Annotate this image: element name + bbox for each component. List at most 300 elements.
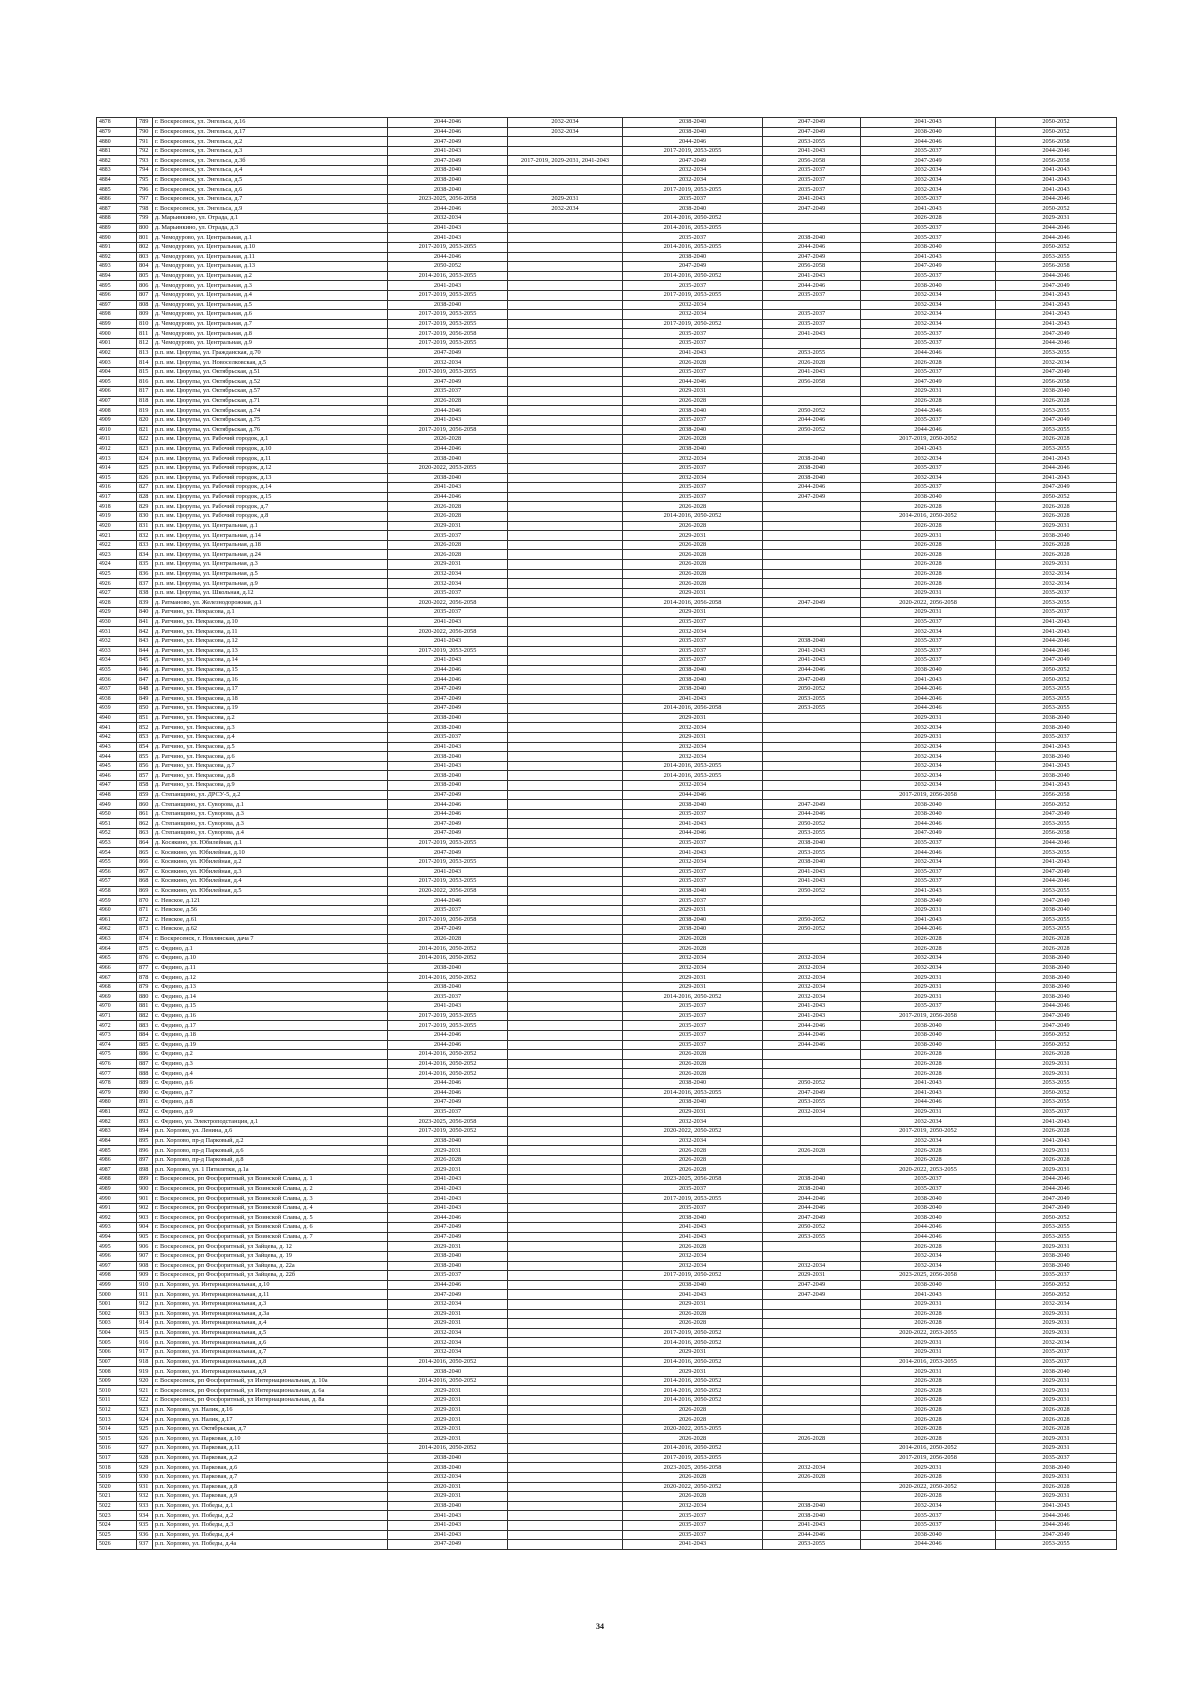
cell-col-2: 2032-2034 — [508, 204, 623, 214]
cell-col-4: 2041-2043 — [763, 656, 861, 666]
cell-col-3: 2044-2046 — [623, 829, 763, 839]
cell-col-2 — [508, 1030, 623, 1040]
row-index: 4994 — [97, 1232, 137, 1242]
cell-col-5: 2032-2034 — [861, 310, 996, 320]
cell-col-1: 2041-2043 — [388, 281, 508, 291]
item-number: 841 — [137, 617, 153, 627]
cell-col-4 — [763, 944, 861, 954]
cell-col-5: 2035-2037 — [861, 194, 996, 204]
cell-col-5: 2044-2046 — [861, 348, 996, 358]
cell-col-6: 2029-2031 — [996, 1309, 1117, 1319]
cell-col-2 — [508, 1059, 623, 1069]
row-index: 5014 — [97, 1424, 137, 1434]
cell-col-5: 2017-2019, 2050-2052 — [861, 1126, 996, 1136]
cell-col-5: 2026-2028 — [861, 1155, 996, 1165]
cell-col-5: 2026-2028 — [861, 550, 996, 560]
cell-col-6: 2029-2031 — [996, 1386, 1117, 1396]
cell-col-2 — [508, 502, 623, 512]
cell-col-2 — [508, 1520, 623, 1530]
table-row — [97, 1367, 1117, 1377]
item-number: 849 — [137, 694, 153, 704]
cell-col-2 — [508, 1367, 623, 1377]
cell-col-3: 2014-2016, 2053-2055 — [623, 242, 763, 252]
cell-col-6: 2050-2052 — [996, 118, 1117, 128]
cell-col-4: 2041-2043 — [763, 1011, 861, 1021]
cell-col-4: 2038-2040 — [763, 1511, 861, 1521]
cell-col-6: 2026-2028 — [996, 1405, 1117, 1415]
cell-col-3: 2014-2016, 2050-2052 — [623, 1338, 763, 1348]
table-row — [97, 829, 1117, 839]
cell-col-6: 2050-2052 — [996, 1030, 1117, 1040]
address: р.п. им. Цюрупы, ул. Центральная, д.3 — [153, 560, 388, 570]
item-number: 833 — [137, 540, 153, 550]
cell-col-4: 2029-2031 — [763, 1271, 861, 1281]
row-index: 5025 — [97, 1530, 137, 1540]
cell-col-5: 2035-2037 — [861, 1175, 996, 1185]
cell-col-4: 2050-2052 — [763, 425, 861, 435]
address: д. Степанщино, ул. Суворова, д.4 — [153, 829, 388, 839]
cell-col-5: 2035-2037 — [861, 1184, 996, 1194]
cell-col-5: 2026-2028 — [861, 1069, 996, 1079]
item-number: 789 — [137, 118, 153, 128]
row-index: 4963 — [97, 934, 137, 944]
cell-col-5: 2041-2043 — [861, 1088, 996, 1098]
row-index: 4928 — [97, 598, 137, 608]
table-row — [97, 319, 1117, 329]
cell-col-6: 2044-2046 — [996, 194, 1117, 204]
item-number: 854 — [137, 742, 153, 752]
item-number: 868 — [137, 877, 153, 887]
cell-col-1: 2047-2049 — [388, 684, 508, 694]
cell-col-4: 2050-2052 — [763, 925, 861, 935]
cell-col-5: 2035-2037 — [861, 367, 996, 377]
table-row — [97, 473, 1117, 483]
address: р.п. Хорлово, ул. Интернациональная, д.11 — [153, 1290, 388, 1300]
cell-col-4: 2053-2055 — [763, 1232, 861, 1242]
cell-col-6: 2044-2046 — [996, 1184, 1117, 1194]
page-number: 34 — [596, 1622, 604, 1631]
item-number: 826 — [137, 473, 153, 483]
row-index: 4999 — [97, 1280, 137, 1290]
row-index: 4937 — [97, 684, 137, 694]
item-number: 933 — [137, 1501, 153, 1511]
row-index: 4882 — [97, 156, 137, 166]
cell-col-6: 2044-2046 — [996, 636, 1117, 646]
cell-col-1: 2041-2043 — [388, 1184, 508, 1194]
cell-col-1: 2038-2040 — [388, 982, 508, 992]
cell-col-6: 2056-2058 — [996, 262, 1117, 272]
item-number: 860 — [137, 800, 153, 810]
cell-col-6: 2044-2046 — [996, 877, 1117, 887]
cell-col-3: 2035-2037 — [623, 483, 763, 493]
row-index: 4968 — [97, 982, 137, 992]
cell-col-3: 2017-2019, 2053-2055 — [623, 146, 763, 156]
table-row — [97, 867, 1117, 877]
cell-col-3: 2014-2016, 2053-2055 — [623, 223, 763, 233]
table-row — [97, 1271, 1117, 1281]
cell-col-5: 2035-2037 — [861, 329, 996, 339]
address: с. Косякино, ул. Юбилейная, д.3 — [153, 867, 388, 877]
cell-col-5: 2044-2046 — [861, 684, 996, 694]
cell-col-1: 2047-2049 — [388, 137, 508, 147]
item-number: 904 — [137, 1223, 153, 1233]
cell-col-2 — [508, 300, 623, 310]
cell-col-1: 2014-2016, 2053-2055 — [388, 271, 508, 281]
address: г. Воскресенск, ул. Энгельса, д.16 — [153, 118, 388, 128]
cell-col-5: 2032-2034 — [861, 752, 996, 762]
row-index: 4936 — [97, 675, 137, 685]
cell-col-2 — [508, 348, 623, 358]
cell-col-6: 2038-2040 — [996, 752, 1117, 762]
cell-col-3: 2026-2028 — [623, 396, 763, 406]
cell-col-1: 2047-2049 — [388, 1223, 508, 1233]
row-index: 4895 — [97, 281, 137, 291]
cell-col-5: 2035-2037 — [861, 223, 996, 233]
cell-col-5: 2038-2040 — [861, 492, 996, 502]
row-index: 4945 — [97, 761, 137, 771]
row-index: 4923 — [97, 550, 137, 560]
cell-col-3: 2035-2037 — [623, 1011, 763, 1021]
item-number: 805 — [137, 271, 153, 281]
cell-col-2 — [508, 1424, 623, 1434]
table-row — [97, 1319, 1117, 1329]
cell-col-4: 2035-2037 — [763, 319, 861, 329]
cell-col-1: 2032-2034 — [388, 579, 508, 589]
item-number: 896 — [137, 1146, 153, 1156]
cell-col-1: 2029-2031 — [388, 1415, 508, 1425]
cell-col-5: 2026-2028 — [861, 1059, 996, 1069]
item-number: 791 — [137, 137, 153, 147]
cell-col-1: 2020-2022, 2053-2055 — [388, 463, 508, 473]
cell-col-5: 2032-2034 — [861, 761, 996, 771]
cell-col-4 — [763, 1367, 861, 1377]
cell-col-6: 2056-2058 — [996, 377, 1117, 387]
cell-col-3: 2029-2031 — [623, 1299, 763, 1309]
cell-col-2 — [508, 886, 623, 896]
cell-col-4: 2053-2055 — [763, 1540, 861, 1550]
item-number: 823 — [137, 444, 153, 454]
cell-col-5: 2029-2031 — [861, 982, 996, 992]
row-index: 4956 — [97, 867, 137, 877]
cell-col-6: 2044-2046 — [996, 1175, 1117, 1185]
table-row — [97, 1011, 1117, 1021]
row-index: 5000 — [97, 1290, 137, 1300]
table-row — [97, 733, 1117, 743]
cell-col-1: 2041-2043 — [388, 636, 508, 646]
cell-col-3: 2029-2031 — [623, 905, 763, 915]
table-row — [97, 656, 1117, 666]
cell-col-4: 2038-2040 — [763, 463, 861, 473]
cell-col-6: 2053-2055 — [996, 1540, 1117, 1550]
table-row — [97, 435, 1117, 445]
address: р.п. им. Цюрупы, ул. Рабочий городок, д.12 — [153, 463, 388, 473]
item-number: 901 — [137, 1194, 153, 1204]
table-row — [97, 569, 1117, 579]
table-row — [97, 502, 1117, 512]
cell-col-2 — [508, 944, 623, 954]
item-number: 908 — [137, 1261, 153, 1271]
address: с. Федино, д.14 — [153, 992, 388, 1002]
address: д. Чемодурово, ул. Центральная, д.3 — [153, 281, 388, 291]
item-number: 875 — [137, 944, 153, 954]
address: д. Косякино, ул. Юбилейная, д.1 — [153, 838, 388, 848]
cell-col-2 — [508, 319, 623, 329]
address: г. Воскресенск, рп Фосфоритный, ул Интернациональная, д. 10а — [153, 1376, 388, 1386]
cell-col-2 — [508, 819, 623, 829]
cell-col-6: 2041-2043 — [996, 175, 1117, 185]
cell-col-1: 2026-2028 — [388, 550, 508, 560]
cell-col-4: 2038-2040 — [763, 636, 861, 646]
row-index: 4908 — [97, 406, 137, 416]
cell-col-4: 2053-2055 — [763, 829, 861, 839]
cell-col-6: 2041-2043 — [996, 166, 1117, 176]
address: р.п. им. Цюрупы, ул. Рабочий городок, д.13 — [153, 473, 388, 483]
cell-col-5: 2047-2049 — [861, 829, 996, 839]
cell-col-2 — [508, 1319, 623, 1329]
table-row — [97, 1396, 1117, 1406]
cell-col-4 — [763, 627, 861, 637]
cell-col-6: 2053-2055 — [996, 598, 1117, 608]
item-number: 822 — [137, 435, 153, 445]
cell-col-1: 2041-2043 — [388, 415, 508, 425]
cell-col-2 — [508, 675, 623, 685]
cell-col-2 — [508, 1357, 623, 1367]
cell-col-5: 2029-2031 — [861, 733, 996, 743]
cell-col-6: 2047-2049 — [996, 896, 1117, 906]
cell-col-2 — [508, 752, 623, 762]
item-number: 897 — [137, 1155, 153, 1165]
cell-col-1: 2032-2034 — [388, 358, 508, 368]
cell-col-1: 2014-2016, 2050-2052 — [388, 1376, 508, 1386]
cell-col-4 — [763, 1348, 861, 1358]
cell-col-6: 2053-2055 — [996, 444, 1117, 454]
item-number: 894 — [137, 1126, 153, 1136]
cell-col-2 — [508, 608, 623, 618]
cell-col-1: 2032-2034 — [388, 1472, 508, 1482]
item-number: 804 — [137, 262, 153, 272]
address: г. Воскресенск, ул. Энгельса, д.5 — [153, 175, 388, 185]
table-row — [97, 1357, 1117, 1367]
cell-col-3: 2032-2034 — [623, 310, 763, 320]
address: с. Федино, д.17 — [153, 1021, 388, 1031]
schedule-table — [96, 117, 1117, 1550]
address: д. Чемодурово, ул. Центральная, д.5 — [153, 300, 388, 310]
row-index: 5015 — [97, 1434, 137, 1444]
cell-col-4: 2047-2049 — [763, 1088, 861, 1098]
cell-col-2 — [508, 1213, 623, 1223]
cell-col-3: 2035-2037 — [623, 329, 763, 339]
cell-col-2 — [508, 646, 623, 656]
cell-col-4: 2032-2034 — [763, 1107, 861, 1117]
cell-col-3: 2035-2037 — [623, 492, 763, 502]
item-number: 879 — [137, 982, 153, 992]
cell-col-2 — [508, 742, 623, 752]
item-number: 890 — [137, 1088, 153, 1098]
address: р.п. Хорлово, ул. Налик, д.17 — [153, 1415, 388, 1425]
cell-col-3: 2029-2031 — [623, 982, 763, 992]
cell-col-5: 2044-2046 — [861, 694, 996, 704]
item-number: 800 — [137, 223, 153, 233]
row-index: 4883 — [97, 166, 137, 176]
cell-col-1: 2032-2034 — [388, 1328, 508, 1338]
cell-col-5: 2026-2028 — [861, 944, 996, 954]
cell-col-4 — [763, 1050, 861, 1060]
cell-col-4: 2050-2052 — [763, 406, 861, 416]
item-number: 878 — [137, 973, 153, 983]
address: д. Ратчино, ул. Некрасова, д.12 — [153, 636, 388, 646]
cell-col-3: 2044-2046 — [623, 137, 763, 147]
item-number: 825 — [137, 463, 153, 473]
cell-col-2 — [508, 925, 623, 935]
cell-col-5: 2047-2049 — [861, 377, 996, 387]
row-index: 4935 — [97, 665, 137, 675]
row-index: 4938 — [97, 694, 137, 704]
row-index: 5008 — [97, 1367, 137, 1377]
cell-col-2 — [508, 1155, 623, 1165]
cell-col-1: 2044-2046 — [388, 406, 508, 416]
cell-col-4: 2041-2043 — [763, 146, 861, 156]
cell-col-3: 2032-2034 — [623, 963, 763, 973]
table-row — [97, 396, 1117, 406]
cell-col-5: 2026-2028 — [861, 1242, 996, 1252]
address: д. Марьинкино, ул. Отрада, д.3 — [153, 223, 388, 233]
cell-col-5: 2023-2025, 2056-2058 — [861, 1271, 996, 1281]
cell-col-1: 2038-2040 — [388, 1501, 508, 1511]
cell-col-1: 2047-2049 — [388, 1098, 508, 1108]
row-index: 4941 — [97, 723, 137, 733]
address: р.п. им. Цюрупы, ул. Октябрьская, д.71 — [153, 396, 388, 406]
item-number: 846 — [137, 665, 153, 675]
table-row — [97, 1309, 1117, 1319]
cell-col-5: 2026-2028 — [861, 502, 996, 512]
row-index: 4950 — [97, 809, 137, 819]
cell-col-3: 2020-2022, 2050-2052 — [623, 1482, 763, 1492]
item-number: 793 — [137, 156, 153, 166]
cell-col-4: 2056-2058 — [763, 377, 861, 387]
address: г. Воскресенск, рп Фосфоритный, ул Зайцева, д. 22а — [153, 1261, 388, 1271]
cell-col-5: 2032-2034 — [861, 1136, 996, 1146]
cell-col-1: 2044-2046 — [388, 665, 508, 675]
cell-col-3: 2032-2034 — [623, 781, 763, 791]
item-number: 803 — [137, 252, 153, 262]
cell-col-3: 2032-2034 — [623, 627, 763, 637]
cell-col-5: 2032-2034 — [861, 771, 996, 781]
cell-col-2 — [508, 1501, 623, 1511]
cell-col-5: 2038-2040 — [861, 1203, 996, 1213]
cell-col-1: 2017-2019, 2056-2058 — [388, 915, 508, 925]
address: с. Невское, д.56 — [153, 905, 388, 915]
cell-col-6: 2029-2031 — [996, 214, 1117, 224]
item-number: 905 — [137, 1232, 153, 1242]
cell-col-3: 2032-2034 — [623, 857, 763, 867]
cell-col-3: 2026-2028 — [623, 435, 763, 445]
cell-col-1: 2035-2037 — [388, 1271, 508, 1281]
item-number: 835 — [137, 560, 153, 570]
cell-col-4 — [763, 905, 861, 915]
address: д. Чемодурово, ул. Центральная, д.9 — [153, 339, 388, 349]
address: р.п. им. Цюрупы, ул. Октябрьская, д.51 — [153, 367, 388, 377]
cell-col-1: 2029-2031 — [388, 521, 508, 531]
row-index: 4995 — [97, 1242, 137, 1252]
cell-col-5: 2032-2034 — [861, 473, 996, 483]
cell-col-3: 2026-2028 — [623, 1415, 763, 1425]
row-index: 4965 — [97, 954, 137, 964]
row-index: 4886 — [97, 194, 137, 204]
cell-col-4: 2044-2046 — [763, 242, 861, 252]
cell-col-4 — [763, 1165, 861, 1175]
cell-col-5: 2044-2046 — [861, 425, 996, 435]
cell-col-5: 2032-2034 — [861, 627, 996, 637]
cell-col-5: 2032-2034 — [861, 857, 996, 867]
cell-col-5: 2038-2040 — [861, 1280, 996, 1290]
cell-col-1: 2035-2037 — [388, 905, 508, 915]
table-row — [97, 896, 1117, 906]
address: г. Воскресенск, рп Фосфоритный, ул Воинской Славы, д. 2 — [153, 1184, 388, 1194]
cell-col-6: 2032-2034 — [996, 1338, 1117, 1348]
cell-col-4: 2047-2049 — [763, 1280, 861, 1290]
cell-col-4 — [763, 502, 861, 512]
cell-col-6: 2047-2049 — [996, 281, 1117, 291]
cell-col-2 — [508, 1223, 623, 1233]
item-number: 892 — [137, 1107, 153, 1117]
row-index: 4933 — [97, 646, 137, 656]
cell-col-4 — [763, 1319, 861, 1329]
cell-col-5: 2032-2034 — [861, 963, 996, 973]
cell-col-2 — [508, 1482, 623, 1492]
item-number: 799 — [137, 214, 153, 224]
row-index: 4973 — [97, 1030, 137, 1040]
address: д. Ратчино, ул. Некрасова, д.3 — [153, 723, 388, 733]
cell-col-3: 2032-2034 — [623, 954, 763, 964]
cell-col-5: 2041-2043 — [861, 252, 996, 262]
table-row — [97, 1117, 1117, 1127]
cell-col-3: 2041-2043 — [623, 848, 763, 858]
cell-col-5: 2047-2049 — [861, 156, 996, 166]
cell-col-3: 2029-2031 — [623, 713, 763, 723]
cell-col-4 — [763, 771, 861, 781]
item-number: 792 — [137, 146, 153, 156]
cell-col-2 — [508, 982, 623, 992]
cell-col-4: 2032-2034 — [763, 982, 861, 992]
cell-col-2: 2032-2034 — [508, 118, 623, 128]
table-row — [97, 1405, 1117, 1415]
cell-col-3: 2017-2019, 2050-2052 — [623, 319, 763, 329]
cell-col-2 — [508, 166, 623, 176]
cell-col-6: 2032-2034 — [996, 1299, 1117, 1309]
cell-col-5: 2041-2043 — [861, 118, 996, 128]
cell-col-1: 2038-2040 — [388, 1453, 508, 1463]
cell-col-2 — [508, 1136, 623, 1146]
cell-col-6: 2026-2028 — [996, 396, 1117, 406]
cell-col-4 — [763, 1424, 861, 1434]
cell-col-3: 2026-2028 — [623, 1242, 763, 1252]
cell-col-4 — [763, 934, 861, 944]
cell-col-1: 2038-2040 — [388, 454, 508, 464]
cell-col-5: 2035-2037 — [861, 646, 996, 656]
cell-col-4 — [763, 1444, 861, 1454]
address: р.п. Хорлово, ул. Победы, д.4а — [153, 1540, 388, 1550]
cell-col-4: 2044-2046 — [763, 1194, 861, 1204]
cell-col-1: 2044-2046 — [388, 1030, 508, 1040]
cell-col-6: 2029-2031 — [996, 560, 1117, 570]
cell-col-4: 2038-2040 — [763, 857, 861, 867]
table-row — [97, 848, 1117, 858]
cell-col-5: 2035-2037 — [861, 867, 996, 877]
address: г. Воскресенск, ул. Энгельса, д.2 — [153, 137, 388, 147]
cell-col-5: 2038-2040 — [861, 1030, 996, 1040]
cell-col-4: 2038-2040 — [763, 1501, 861, 1511]
cell-col-4 — [763, 1242, 861, 1252]
